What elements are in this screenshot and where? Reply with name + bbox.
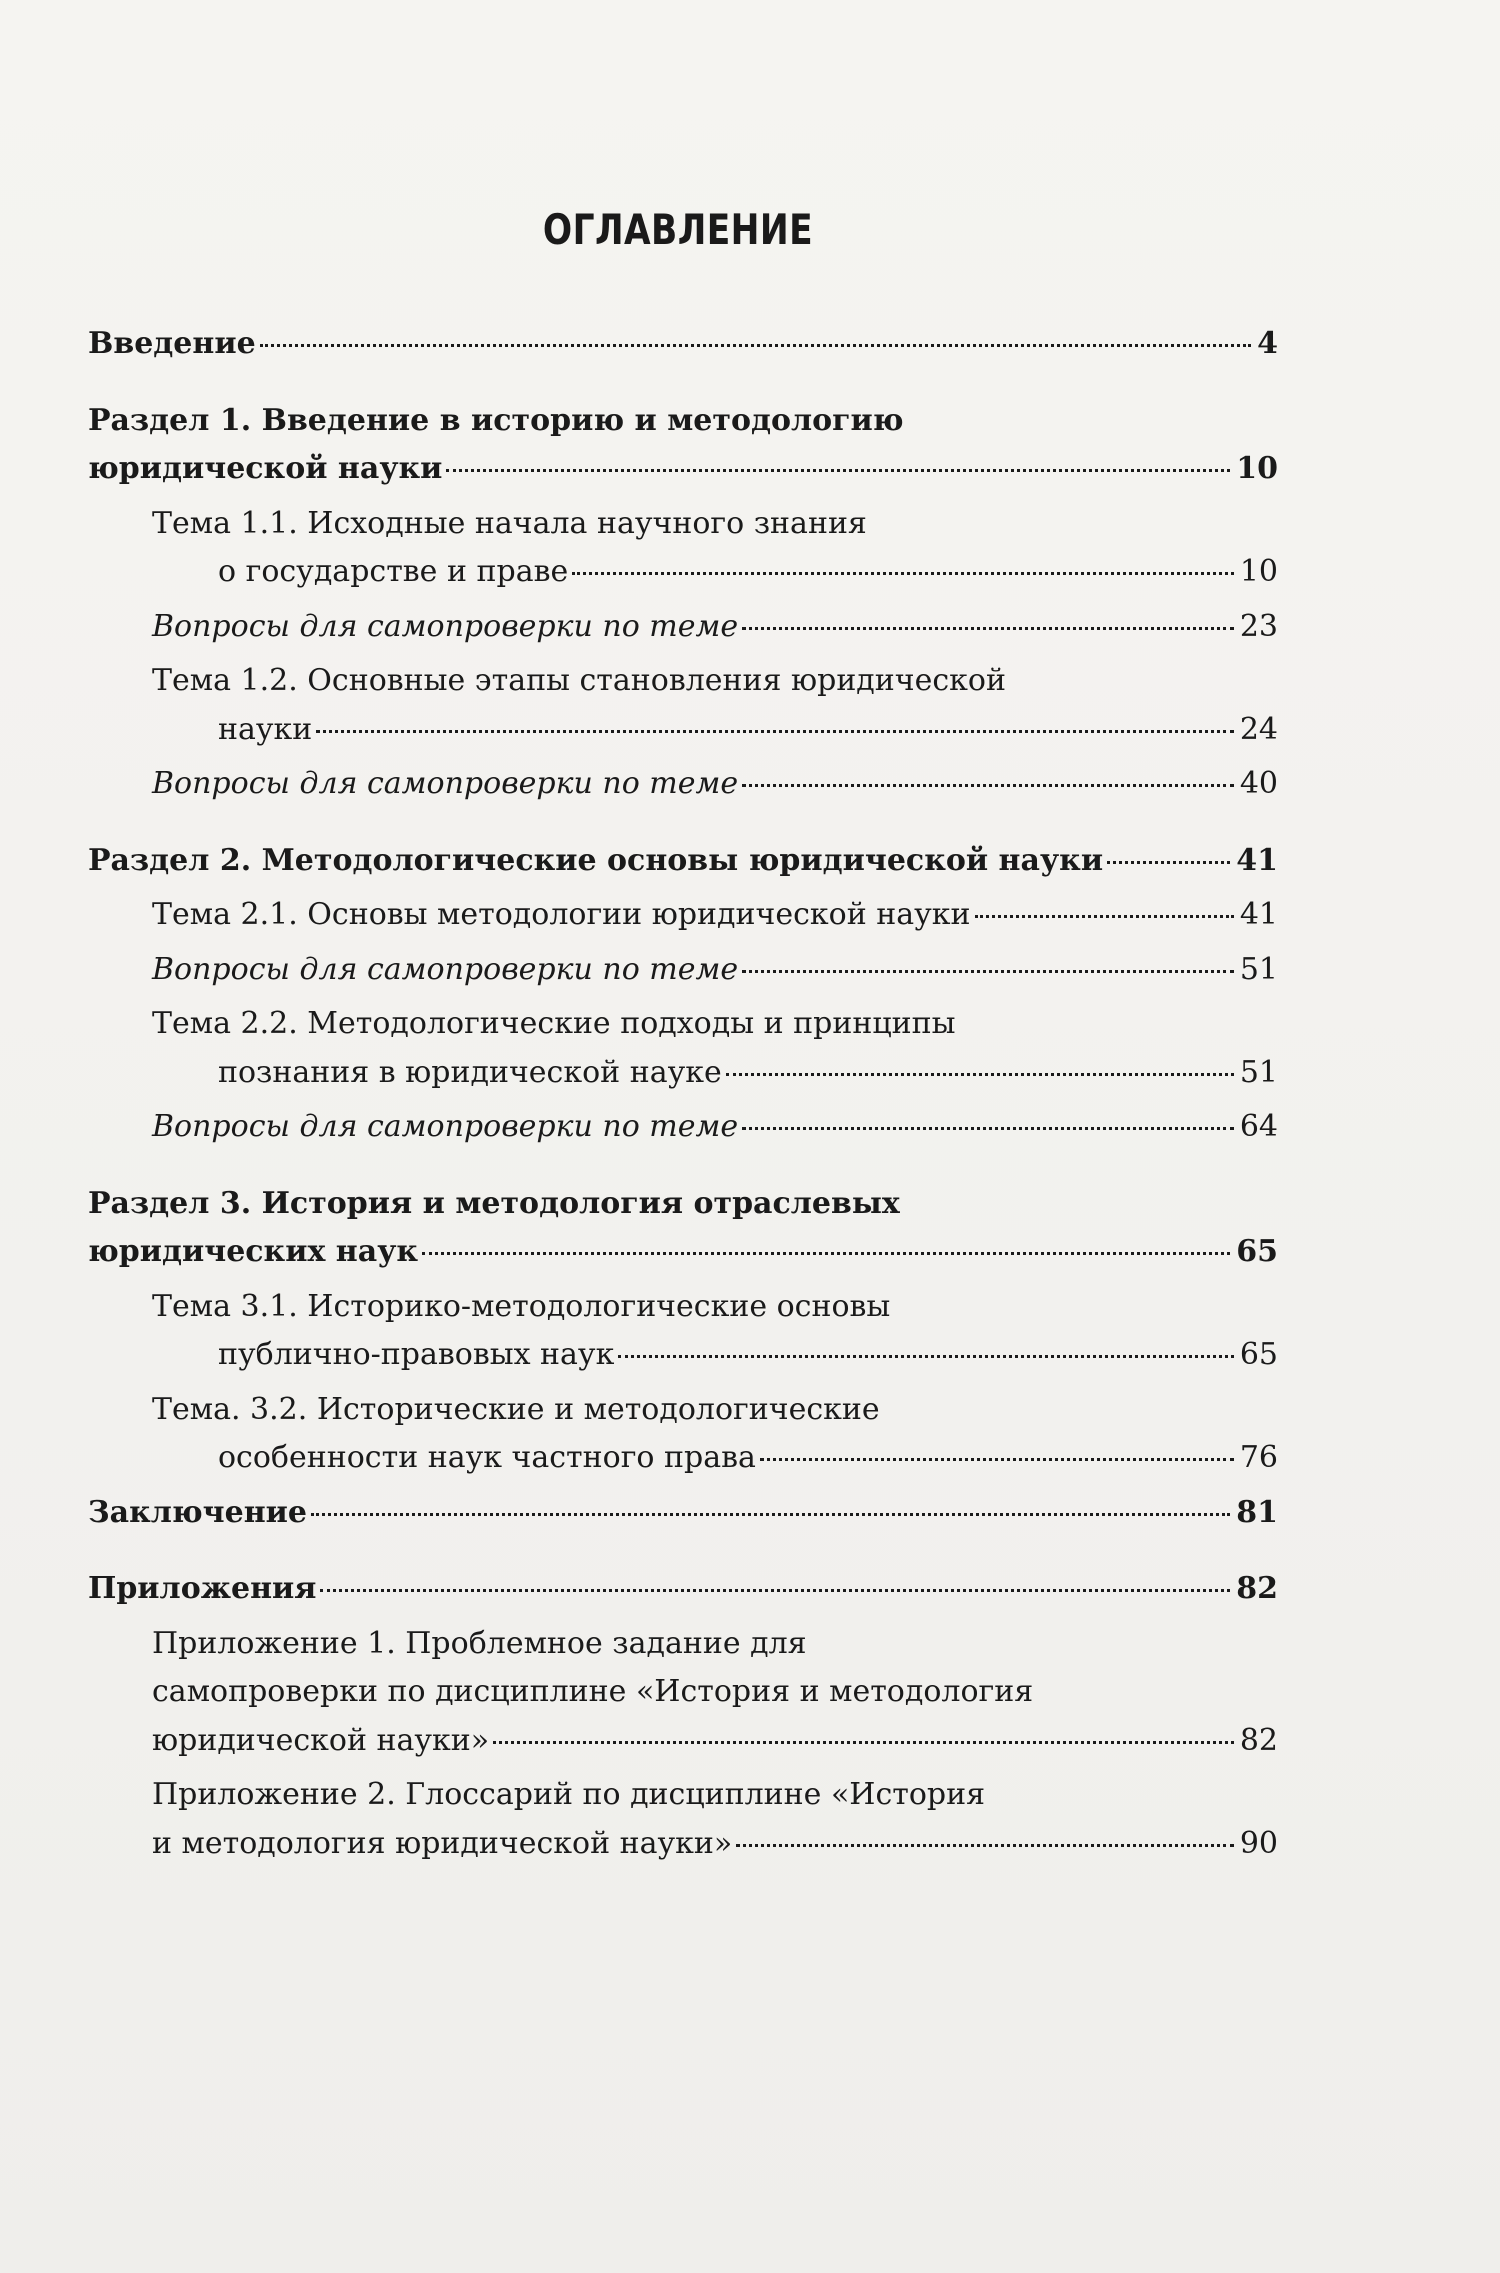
toc-entry-label: Вопросы для самопроверки по теме — [152, 608, 739, 644]
toc-page-number: 10 — [1239, 554, 1278, 589]
toc-page-number: 82 — [1239, 1722, 1278, 1758]
leader-dots — [260, 344, 1251, 347]
leader-dots — [975, 915, 1234, 918]
leader-dots — [742, 970, 1234, 973]
toc-entry-appendices[interactable] — [88, 1565, 1278, 1614]
toc-page-number: 41 — [1236, 842, 1278, 878]
leader-dots — [320, 1589, 1230, 1592]
toc-page-number: 40 — [1239, 766, 1278, 801]
leader-dots — [311, 1513, 1230, 1516]
toc-entry-topic-1-1[interactable] — [88, 500, 1278, 597]
toc-entry-label: Тема 3.1. Историко-методологические основы — [152, 1288, 891, 1324]
toc-entry-appendix-1[interactable] — [88, 1620, 1278, 1766]
toc-entry-label: Тема. 3.2. Исторические и методологические — [152, 1391, 880, 1427]
toc-page-number: 51 — [1239, 1054, 1278, 1090]
toc-entry-conclusion[interactable] — [88, 1489, 1278, 1538]
leader-dots — [446, 469, 1230, 472]
toc-entry-label: Раздел 3. История и методология отраслевых — [88, 1185, 900, 1221]
toc-entry-questions-2-2[interactable] — [88, 1103, 1278, 1152]
toc-entry-label: Приложения — [88, 1571, 317, 1606]
leader-dots — [726, 1073, 1234, 1076]
toc-entry-label-cont: науки — [218, 711, 313, 747]
page-title: ОГЛАВЛЕНИЕ — [542, 205, 814, 254]
toc-entry-label: Тема 1.2. Основные этапы становления юридической — [152, 663, 1006, 698]
toc-page-number: 23 — [1239, 608, 1278, 644]
toc-entry-label: Раздел 1. Введение в историю и методологию — [88, 402, 904, 438]
toc-entry-section-1[interactable] — [88, 397, 1278, 494]
toc-page-number: 76 — [1239, 1440, 1278, 1475]
toc-entry-label-cont: особенности наук частного права — [218, 1440, 756, 1475]
toc-entry-label: Приложение 2. Глоссарий по дисциплине «История — [152, 1777, 986, 1812]
toc-page-number: 82 — [1236, 1571, 1278, 1606]
toc-page-number: 90 — [1239, 1825, 1278, 1861]
leader-dots — [742, 627, 1234, 630]
toc-entry-label: Введение — [88, 326, 256, 361]
leader-dots — [493, 1741, 1234, 1744]
toc-entry-label: Вопросы для самопроверки по теме — [152, 766, 739, 801]
toc-entry-label-cont: юридической науки» — [152, 1722, 490, 1758]
toc-entry-appendix-2[interactable] — [88, 1771, 1278, 1868]
toc-entry-label-cont: о государстве и праве — [218, 554, 569, 589]
toc-entry-label-cont: и методология юридической науки» — [152, 1825, 733, 1861]
toc-entry-topic-1-2[interactable] — [88, 657, 1278, 754]
toc-entry-questions-1-2[interactable] — [88, 760, 1278, 809]
toc-entry-topic-3-1[interactable] — [88, 1283, 1278, 1380]
leader-dots — [760, 1458, 1234, 1461]
toc-entry-label-cont: публично-правовых наук — [218, 1337, 615, 1372]
toc-entry-label: Заключение — [88, 1494, 307, 1530]
toc-entry-label: Вопросы для самопроверки по теме — [152, 1109, 739, 1144]
toc-entry-label: Вопросы для самопроверки по теме — [152, 951, 739, 987]
toc-entry-label: Тема 2.2. Методологические подходы и принципы — [152, 1006, 956, 1041]
toc-page-number: 24 — [1239, 711, 1278, 747]
toc-entry-questions-1-1[interactable] — [88, 603, 1278, 652]
leader-dots — [742, 784, 1234, 787]
toc-entry-section-3[interactable] — [88, 1180, 1278, 1277]
leader-dots — [742, 1127, 1234, 1130]
toc-page-number: 4 — [1257, 326, 1278, 361]
toc-entry-label-cont: познания в юридической науке — [218, 1054, 722, 1090]
toc-entry-label-cont: самопроверки по дисциплине «История и методология — [152, 1674, 1034, 1709]
leader-dots — [572, 572, 1234, 575]
toc-page-number: 41 — [1239, 897, 1278, 932]
leader-dots — [316, 730, 1234, 733]
toc-entry-label: Тема 1.1. Исходные начала научного знания — [152, 505, 867, 541]
toc-entry-topic-3-2[interactable] — [88, 1386, 1278, 1483]
toc-entry-introduction[interactable] — [88, 320, 1278, 369]
leader-dots — [736, 1844, 1234, 1847]
toc-entry-label-cont: юридической науки — [88, 451, 443, 486]
toc-entry-topic-2-1[interactable] — [88, 891, 1278, 940]
toc-entry-topic-2-2[interactable] — [88, 1000, 1278, 1097]
leader-dots — [618, 1355, 1233, 1358]
toc-page-number: 51 — [1239, 951, 1278, 987]
leader-dots — [422, 1252, 1230, 1255]
toc-page-number: 64 — [1239, 1109, 1278, 1144]
table-of-contents — [88, 320, 1278, 1874]
toc-entry-label-cont: юридических наук — [88, 1234, 419, 1269]
toc-entry-label: Раздел 2. Методологические основы юридической науки — [88, 842, 1104, 878]
leader-dots — [1107, 861, 1230, 864]
toc-entry-questions-2-1[interactable] — [88, 946, 1278, 995]
toc-page-number: 65 — [1239, 1337, 1278, 1372]
toc-page-number: 81 — [1236, 1494, 1278, 1530]
toc-entry-label: Приложение 1. Проблемное задание для — [152, 1625, 807, 1661]
toc-page-number: 65 — [1236, 1234, 1278, 1269]
toc-entry-label: Тема 2.1. Основы методологии юридической науки — [152, 897, 971, 932]
toc-page-number: 10 — [1236, 451, 1278, 486]
toc-entry-section-2[interactable] — [88, 837, 1278, 886]
